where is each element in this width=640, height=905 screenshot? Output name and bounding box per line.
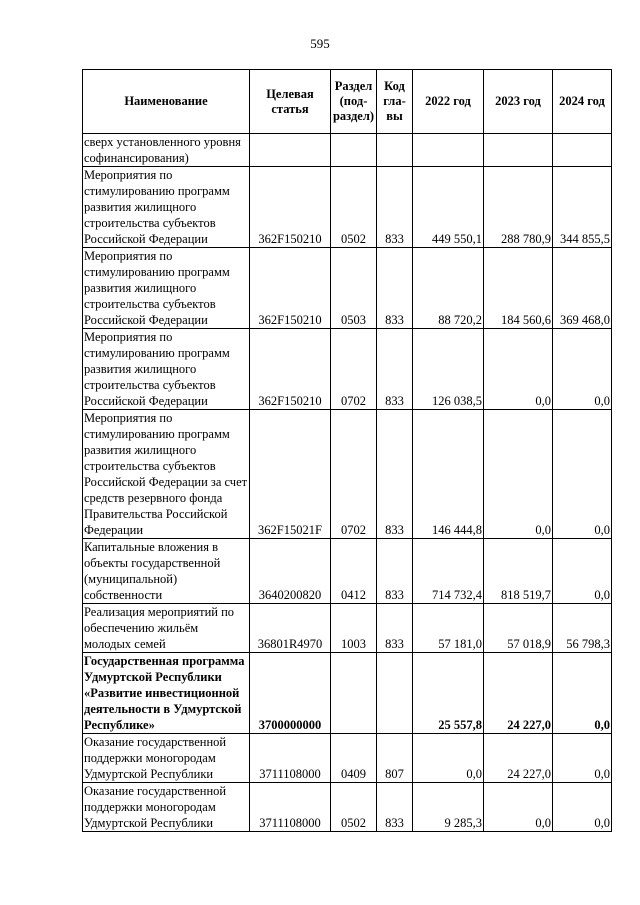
cell-target: 362F15021F [250,410,331,539]
cell-code: 833 [377,539,413,604]
cell-code: 833 [377,410,413,539]
cell-section [331,134,377,167]
cell-name: сверх установленного уровня софинансирования) [83,134,250,167]
cell-y2022: 714 732,4 [413,539,484,604]
cell-section: 1003 [331,604,377,653]
table-row [83,134,612,167]
table-row [83,167,612,248]
cell-y2023: 0,0 [484,410,553,539]
table-row [83,734,612,783]
cell-name: Реализация мероприятий по обеспечению жильём молодых семей [83,604,250,653]
cell-code: 833 [377,329,413,410]
cell-y2024: 0,0 [553,783,612,832]
cell-section: 0702 [331,410,377,539]
header-section: Раздел (под-раздел) [331,70,377,134]
header-2022: 2022 год [413,70,484,134]
table-row [83,329,612,410]
cell-y2023: 0,0 [484,329,553,410]
cell-code: 807 [377,734,413,783]
cell-y2023: 288 780,9 [484,167,553,248]
cell-y2024: 0,0 [553,734,612,783]
cell-target: 362F150210 [250,329,331,410]
cell-target: 3640200820 [250,539,331,604]
cell-code: 833 [377,248,413,329]
cell-y2022: 25 557,8 [413,653,484,734]
table-header-row [83,70,612,134]
cell-target: 362F150210 [250,248,331,329]
cell-code [377,134,413,167]
budget-table [82,69,612,832]
cell-y2022: 126 038,5 [413,329,484,410]
page-number: 595 [310,36,330,51]
cell-y2024 [553,134,612,167]
cell-code: 833 [377,783,413,832]
cell-name: Мероприятия по стимулированию программ развития жилищного строительства субъектов Российской Федерации [83,329,250,410]
cell-name: Оказание государственной поддержки моногородам Удмуртской Республики [83,734,250,783]
table-row [83,783,612,832]
cell-name: Мероприятия по стимулированию программ развития жилищного строительства субъектов Российской Федерации [83,248,250,329]
cell-y2024: 0,0 [553,329,612,410]
cell-y2023: 24 227,0 [484,653,553,734]
cell-code [377,653,413,734]
header-2024: 2024 год [553,70,612,134]
cell-y2023: 184 560,6 [484,248,553,329]
cell-name: Капитальные вложения в объекты государственной (муниципальной) собственности [83,539,250,604]
cell-y2023: 818 519,7 [484,539,553,604]
cell-target: 3711108000 [250,783,331,832]
cell-y2023: 57 018,9 [484,604,553,653]
cell-section: 0502 [331,783,377,832]
header-target: Целевая статья [250,70,331,134]
cell-section: 0409 [331,734,377,783]
cell-y2024: 344 855,5 [553,167,612,248]
cell-y2024: 0,0 [553,653,612,734]
cell-name: Мероприятия по стимулированию программ развития жилищного строительства субъектов Российской Федерации [83,167,250,248]
cell-section [331,653,377,734]
cell-y2022: 88 720,2 [413,248,484,329]
table-row [83,604,612,653]
cell-section: 0412 [331,539,377,604]
cell-target: 3700000000 [250,653,331,734]
header-name: Наименование [83,70,250,134]
cell-code: 833 [377,604,413,653]
cell-y2022: 0,0 [413,734,484,783]
cell-code: 833 [377,167,413,248]
cell-name: Государственная программа Удмуртской Республики «Развитие инвестиционной деятельности в Удмуртской Республике» [83,653,250,734]
cell-name: Оказание государственной поддержки моногородам Удмуртской Республики [83,783,250,832]
cell-y2024: 0,0 [553,410,612,539]
cell-section: 0502 [331,167,377,248]
cell-section: 0702 [331,329,377,410]
cell-section: 0503 [331,248,377,329]
cell-y2022: 449 550,1 [413,167,484,248]
cell-target: 3711108000 [250,734,331,783]
table-row [83,248,612,329]
cell-target [250,134,331,167]
cell-y2022: 146 444,8 [413,410,484,539]
cell-target: 362F150210 [250,167,331,248]
header-2023: 2023 год [484,70,553,134]
header-code: Код гла-вы [377,70,413,134]
cell-y2023: 24 227,0 [484,734,553,783]
cell-name: Мероприятия по стимулированию программ развития жилищного строительства субъектов Российской Федерации за счет средств резервного фонда Правительства Российской Федерации [83,410,250,539]
table-row [83,410,612,539]
table-row [83,539,612,604]
cell-y2024: 56 798,3 [553,604,612,653]
cell-y2024: 0,0 [553,539,612,604]
cell-target: 36801R4970 [250,604,331,653]
cell-y2023 [484,134,553,167]
cell-y2022: 57 181,0 [413,604,484,653]
cell-y2024: 369 468,0 [553,248,612,329]
cell-y2022 [413,134,484,167]
cell-y2023: 0,0 [484,783,553,832]
table-row [83,653,612,734]
cell-y2022: 9 285,3 [413,783,484,832]
